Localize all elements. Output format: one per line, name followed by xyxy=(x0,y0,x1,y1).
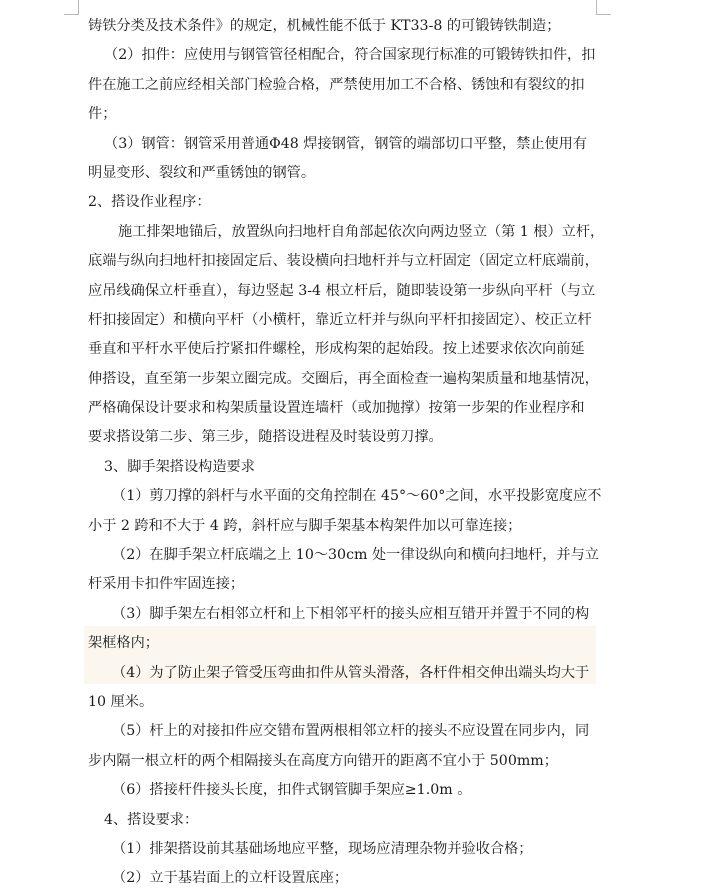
text-line-27: （6）搭接杆件接头长度，扣件式钢管脚手架应≥1.0m 。 xyxy=(112,782,472,799)
text-line-14: 严格确保设计要求和构架质量设置连墙杆（或加抛撑）按第一步架的作业程序和 xyxy=(88,400,585,417)
text-line-22: 架框格内； xyxy=(88,635,159,652)
text-line-20: 杆采用卡扣件牢固连接； xyxy=(88,576,245,593)
text-line-11: 杆扣接固定）和横向平杆（小横杆，靠近立杆并与纵向平杆扣接固定）、校正立杆 xyxy=(88,311,592,328)
text-line-9: 底端与纵向扫地杆扣接固定后、装设横向扫地杆并与立杆固定（固定立杆底端前， xyxy=(88,253,599,270)
text-line-24: 10 厘米。 xyxy=(88,693,154,710)
text-line-10: 应吊线确保立杆垂直），每边竖起 3-4 根立杆后，随即装设第一步纵向平杆（与立 xyxy=(88,282,596,299)
text-line-18: 小于 2 跨和不大于 4 跨，斜杆应与脚手架基本构架件加以可靠连接； xyxy=(88,517,522,534)
text-line-6: 明显变形、裂纹和严重锈蚀的钢管。 xyxy=(88,164,316,181)
text-line-23: （4）为了防止架子管受压弯曲扣件从管头滑落，各杆件相交伸出端头均大于 xyxy=(112,664,590,681)
text-line-15: 要求搭设第二步、第三步，随搭设进程及时装设剪刀撑。 xyxy=(88,429,443,446)
text-line-21: （3）脚手架左右相邻立杆和上下相邻平杆的接头应相互错开并置于不同的构 xyxy=(112,605,590,622)
text-line-26: 步内隔一根立杆的两个相隔接头在高度方向错开的距离不宜小于 500mm； xyxy=(88,752,558,769)
page-corner-mark-left xyxy=(64,0,79,15)
section-heading-3: 3、脚手架搭设构造要求 xyxy=(104,458,255,475)
text-line-1: 铸铁分类及技术条件》的规定，机械性能不低于 KT33-8 的可锻铸铁制造； xyxy=(88,18,561,34)
document-body xyxy=(88,12,608,894)
text-line-8: 施工排架地锚后，放置纵向扫地杆自角部起依次向两边竖立（第 1 根）立杆， xyxy=(118,223,605,240)
text-line-13: 伸搭设，直至第一步架立圈完成。交圈后，再全面检查一遍构架质量和地基情况， xyxy=(88,370,599,387)
text-line-5: （3）钢管：钢管采用普通Φ48 焊接钢管，钢管的端部切口平整，禁止使用有 xyxy=(104,135,588,152)
text-line-3: 件在施工之前应经相关部门检验合格，严禁使用加工不合格、锈蚀和有裂纹的扣 xyxy=(88,76,585,93)
text-line-2: （2）扣件：应使用与钢管管径相配合，符合国家现行标准的可锻铸铁扣件，扣 xyxy=(104,47,596,64)
text-line-17: （1）剪刀撑的斜杆与水平面的交角控制在 45°～60°之间，水平投影宽度应不 xyxy=(112,488,602,505)
text-line-4: 件； xyxy=(88,106,117,123)
text-line-30: （2）立于基岩面上的立杆设置底座； xyxy=(112,870,349,887)
section-heading-4: 4、搭设要求： xyxy=(104,811,199,828)
text-line-25: （5）杆上的对接扣件应交错布置两根相邻立杆的接头不应设置在同步内，同 xyxy=(112,723,590,740)
text-line-29: （1）排架搭设前其基础场地应平整，现场应清理杂物并验收合格； xyxy=(112,840,533,857)
text-line-12: 垂直和平杆水平使后拧紧扣件螺栓，形成构架的起始段。按上述要求依次向前延 xyxy=(88,341,585,358)
text-line-19: （2）在脚手架立杆底端之上 10～30cm 处一律设纵向和横向扫地杆，并与立 xyxy=(112,547,599,564)
section-heading-2: 2、搭设作业程序： xyxy=(88,194,211,211)
